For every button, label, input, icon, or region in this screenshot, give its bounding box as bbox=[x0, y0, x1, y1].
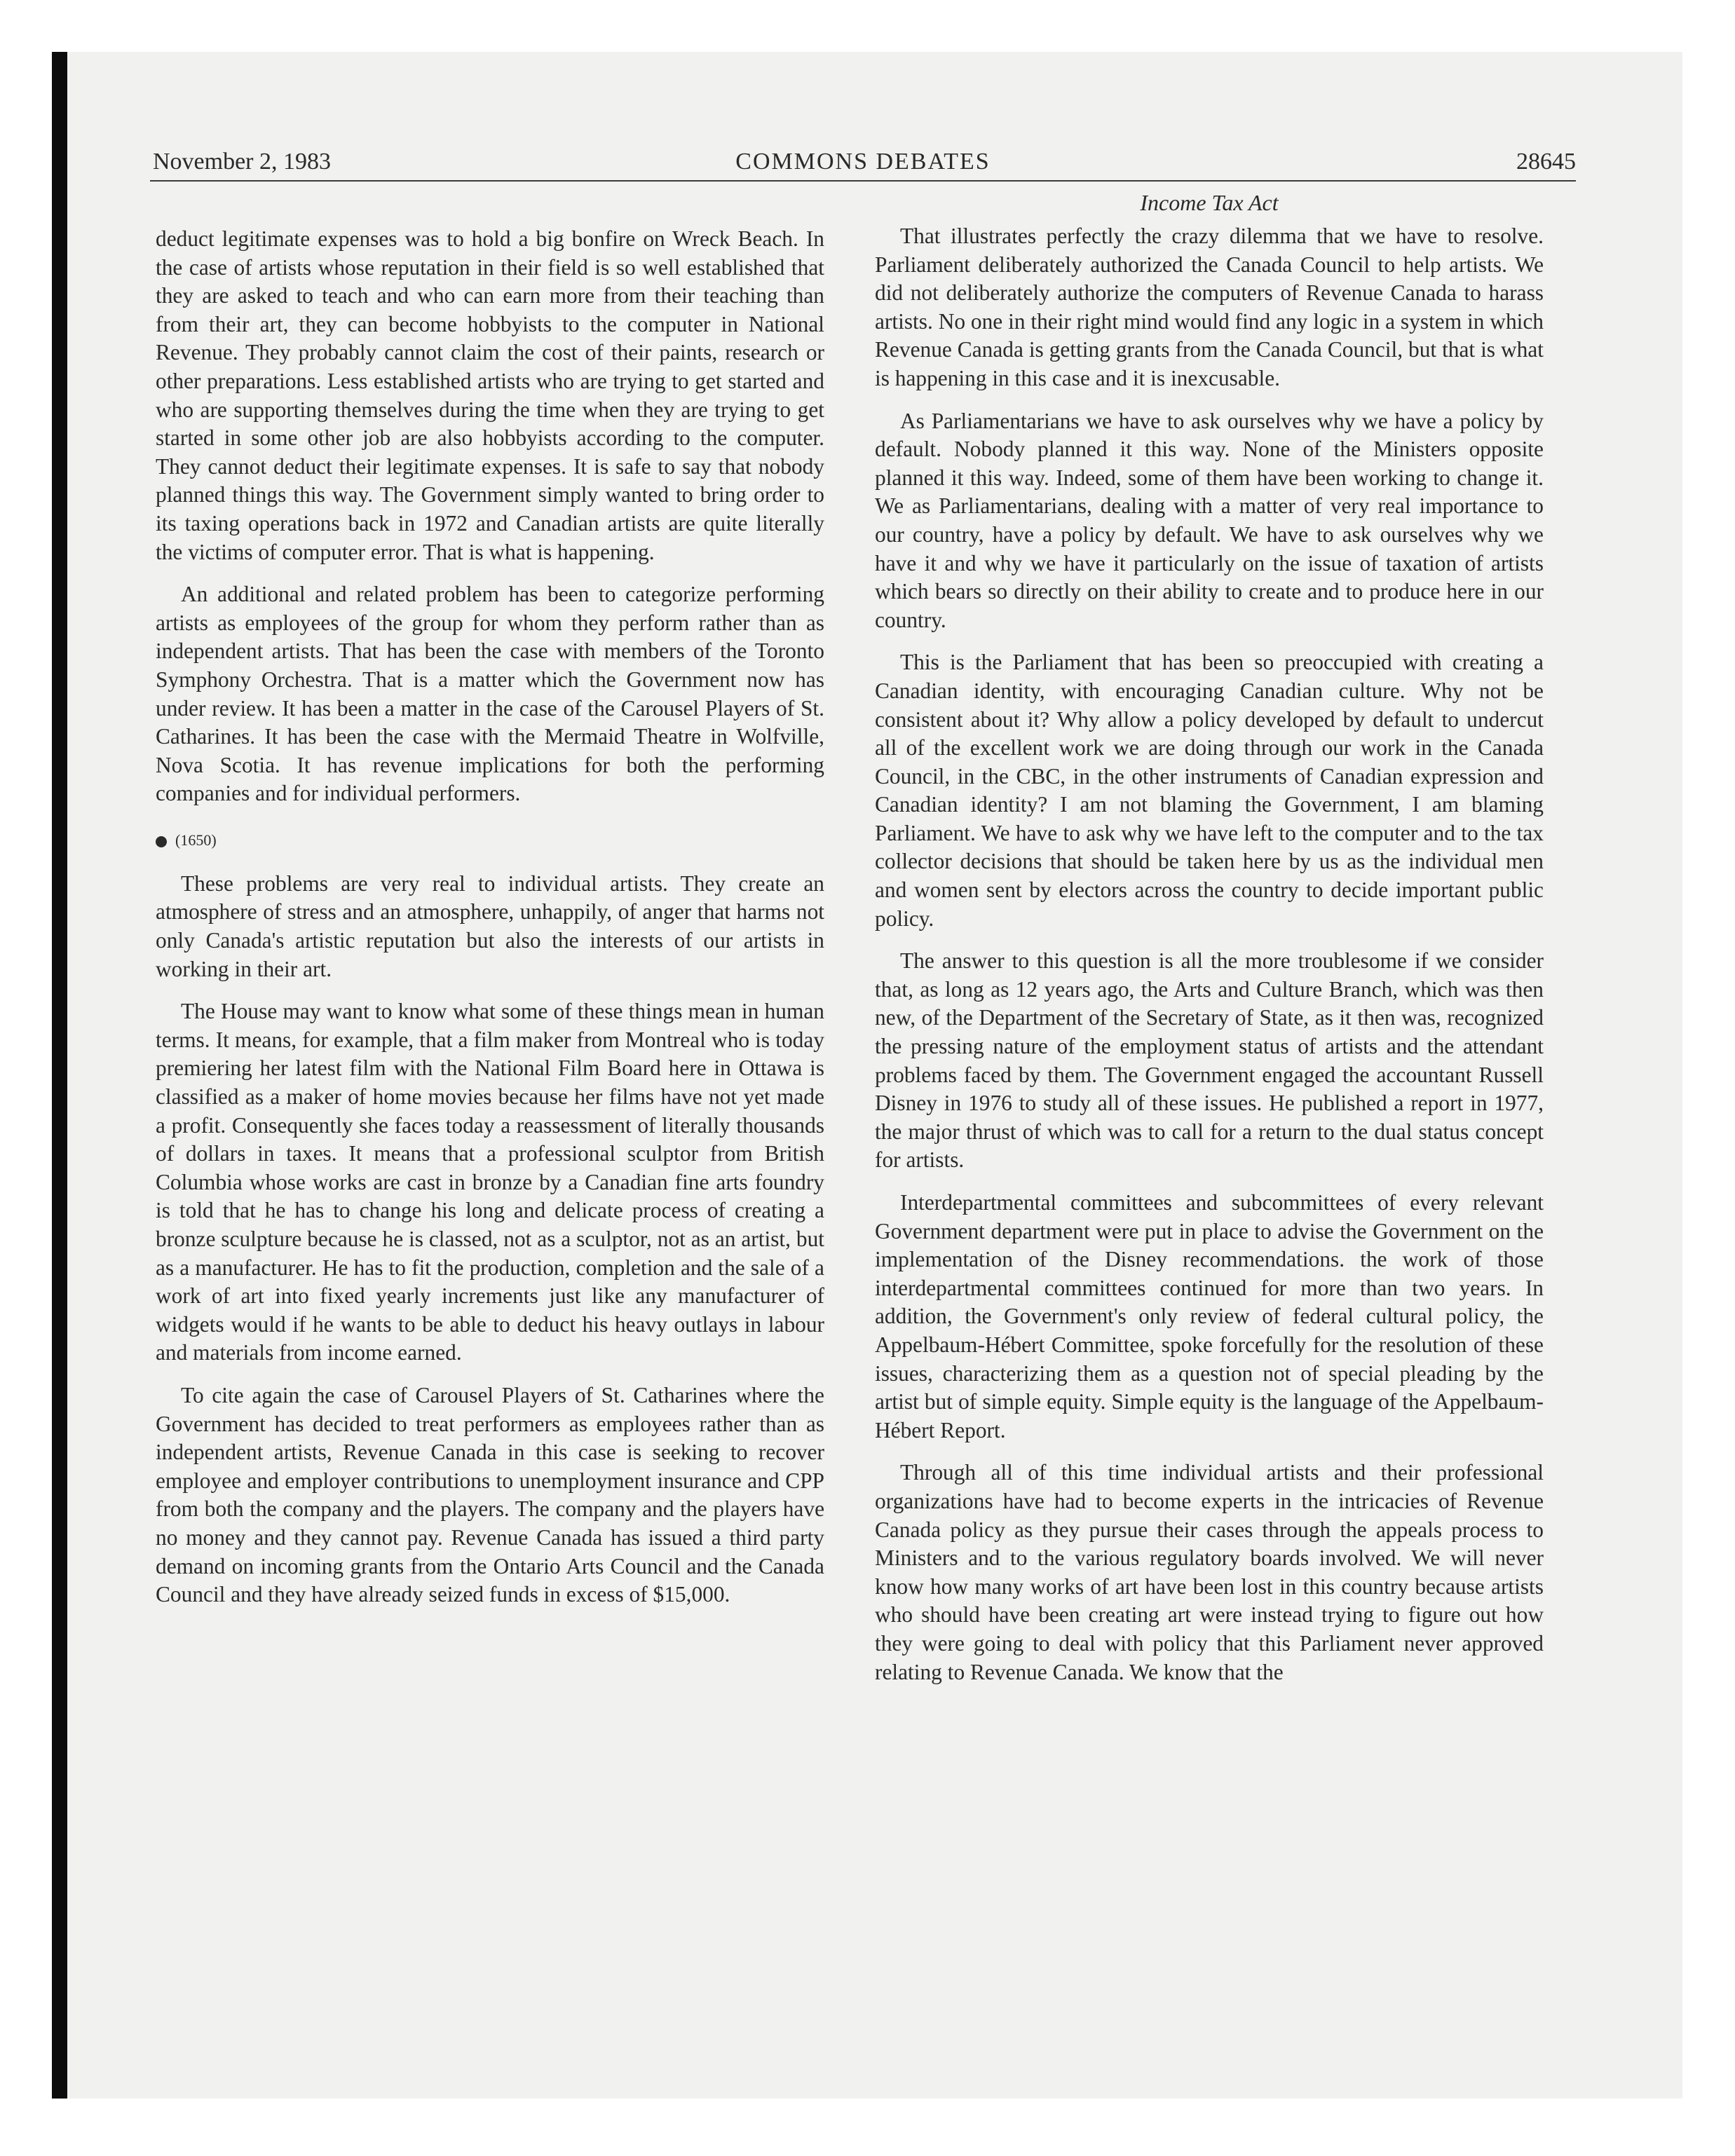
right-paragraph-6: Through all of this time individual artists and their professional organizations have had to become experts in the intricacies of Revenue Canada policy as they pursue their cases through the appeals process to Ministers and to the various regulatory boards involved. We will never know how many works of art have been lost in this country because artists who should have been creating art were instead trying to figure out how they were going to deal with policy that this Parliament never approved relating to Revenue Canada. We know that the bbox=[875, 1460, 1544, 1684]
right-paragraph-3: This is the Parliament that has been so preoccupied with creating a Canadian identity, with encouraging Canadian culture. Why not be consistent about it? Why allow a policy developed by default to undercut all of the excellent work we are doing through our work in the Canada Council, in the CBC, in the other instruments of Canadian expression and Canadian identity? I am not blaming the Government, I am blaming Parliament. We have to ask why we have left to the computer and to the tax collector decisions that should be taken here by us as the individual men and women sent by electors across the country to decide important public policy. bbox=[875, 650, 1544, 931]
left-paragraph-4: The House may want to know what some of these things mean in human terms. It means, for example, that a film maker from Montreal who is today premiering her latest film with the National Film Board here in Ottawa is classified as a maker of home movies because her films have not yet made a profit. Consequently she faces today a reassessment of literally thousands of dollars in taxes. It means that a professional sculptor from British Columbia whose works are cast in bronze by a Canadian fine arts foundry is told that he has to change his long and delicate process of creating a bronze sculpture because he is classed, not as a sculptor, not as an artist, but as a manufacturer. He has to fit the production, completion and the sale of a work of art into fixed yearly increments just like any manufacturer of widgets would if he wants to be able to deduct his heavy outlays in labour and materials from income earned. bbox=[156, 999, 824, 1365]
right-paragraph-1: That illustrates perfectly the crazy dilemma that we have to resolve. Parliament deliberately authorized the Canada Council to help artists. We did not deliberately authorize the computers of Revenue Canada to harass artists. No one in their right mind would find any logic in a system in which Revenue Canada is getting grants from the Canada Council, but that is what is happening in this case and it is inexcusable. bbox=[875, 224, 1544, 390]
left-paragraph-2: An additional and related problem has been to categorize performing artists as employees of the group for whom they perform rather than as independent artists. That has been the case with members of the Toronto Symphony Orchestra. That is a matter which the Government now has under review. It has been a matter in the case of the Carousel Players of St. Catharines. It has been the case with the Mermaid Theatre in Wolfville, Nova Scotia. It has revenue implications for both the performing companies and for individual performers. bbox=[156, 582, 824, 806]
header-publication: COMMONS DEBATES bbox=[735, 149, 991, 175]
time-marker bbox=[156, 826, 824, 854]
header-page-number: 28645 bbox=[1516, 149, 1576, 175]
scan-edge-shadow bbox=[52, 52, 67, 2099]
right-paragraph-4: The answer to this question is all the more troublesome if we consider that, as long as 12 years ago, the Arts and Culture Branch, which was then new, of the Department of the Secretary of State, as it then was, recognized the pressing nature of the employment status of artists and the attendant problems faced by them. The Government engaged the accountant Russell Disney in 1976 to study all of these issues. He published a report in 1977, the major thrust of which was to call for a return to the dual status concept for artists. bbox=[875, 948, 1544, 1173]
time-marker-text: (1650) bbox=[175, 831, 217, 849]
left-paragraph-3: These problems are very real to individual artists. They create an atmosphere of stress and an atmosphere, unhappily, of anger that harms not only Canada's artistic reputation but also the interests of our artists in working in their art. bbox=[156, 871, 824, 981]
bullet-icon bbox=[156, 836, 167, 847]
running-header bbox=[150, 144, 1576, 182]
left-paragraph-5: To cite again the case of Carousel Players of St. Catharines where the Government has decided to treat performers as employees rather than as independent artists, Revenue Canada in this case is seeking to recover employee and employer contributions to unemployment insurance and CPP from both the company and the players. The company and the players have no money and they cannot pay. Revenue Canada has issued a third party demand on incoming grants from the Ontario Arts Council and the Canada Council and they have already seized funds in excess of $15,000. bbox=[156, 1382, 824, 1607]
right-paragraph-2: As Parliamentarians we have to ask ourselves why we have a policy by default. Nobody planned it this way. None of the Ministers opposite planned it this way. Indeed, some of them have been working to change it. We as Parliamentarians, dealing with a matter of very real importance to our country, have a policy by default. We have to ask ourselves why we have it and why we have it particularly on the issue of taxation of artists which bears so directly on their ability to create and to produce here in our country. bbox=[875, 408, 1544, 632]
right-paragraph-5: Interdepartmental committees and subcommittees of every relevant Government department were put in place to advise the Government on the implementation of the Disney recommendations. the work of those interdepartmental committees continued for more than two years. In addition, the Government's only review of federal cultural policy, the Appelbaum-Hébert Committee, spoke forcefully for the resolution of these issues, characterizing them as a question not of special pleading by the artist but of simple equity. Simple equity is the language of the Appelbaum-Hébert Report. bbox=[875, 1190, 1544, 1442]
left-column bbox=[156, 225, 824, 1623]
right-column bbox=[875, 187, 1544, 1700]
left-paragraph-1: deduct legitimate expenses was to hold a big bonfire on Wreck Beach. In the case of artists whose reputation in their field is so well established that they are asked to teach and who can earn more from their teaching than from their art, they can become hobbyists to the computer in National Revenue. They probably cannot claim the cost of their paints, research or other preparations. Less established artists who are trying to get started and who are supporting themselves during the time when they are trying to get started in some other job are also hobbyists according to the computer. They cannot deduct their legitimate expenses. It is safe to say that nobody planned things this way. The Government simply wanted to bring order to its taxing operations back in 1972 and Canadian artists are quite literally the victims of computer error. That is what is happening. bbox=[156, 226, 824, 564]
document-page bbox=[150, 144, 1576, 2064]
section-title: Income Tax Act bbox=[1140, 190, 1279, 215]
header-date: November 2, 1983 bbox=[153, 149, 332, 175]
